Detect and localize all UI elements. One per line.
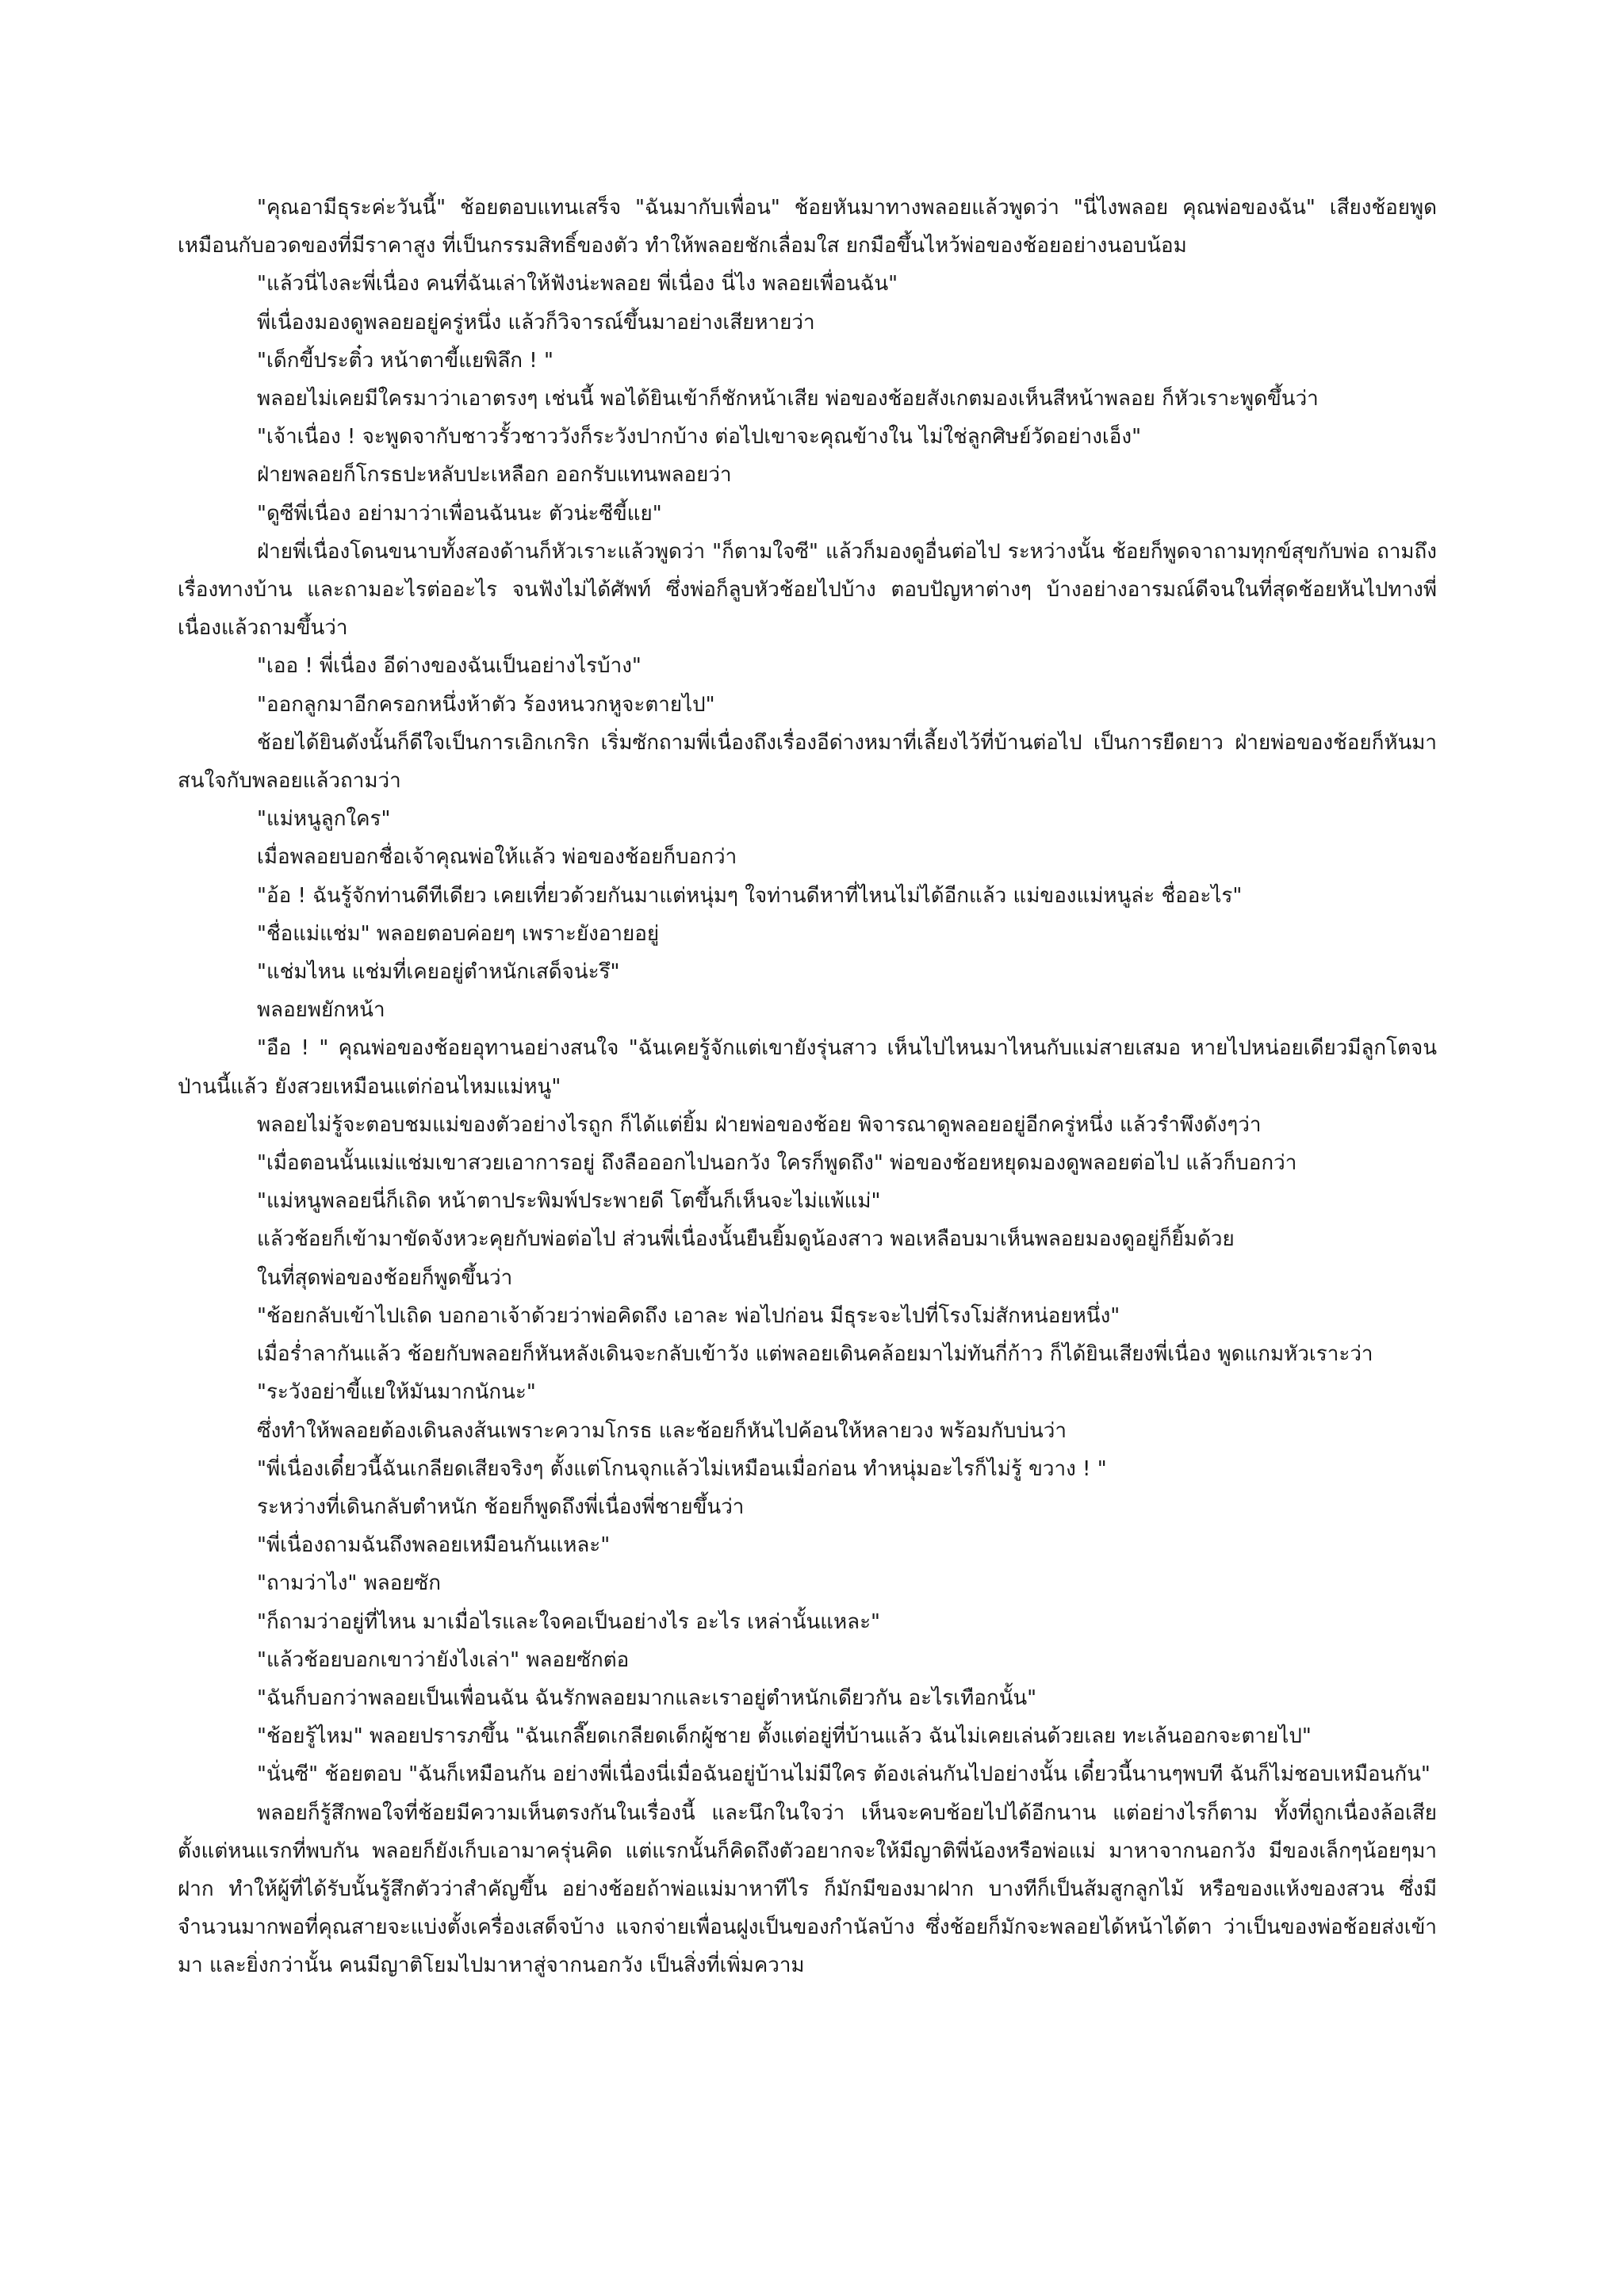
paragraph: พลอยพยักหน้า (257, 998, 385, 1023)
paragraph: พลอยก็รู้สึกพอใจที่ช้อยมีความเห็นตรงกันในเรื่องนี้ และนึกในใจว่า เห็นจะคบช้อยไปได้อีกนาน แต่อย่างไรก็ตาม ทั้งที่ถูกเนื่องล้อเสียตั้งแต่หนแรกที่พบกัน พลอยก็ยังเก็บเอามาครุ่นคิด แต่แรกนั้นก็คิดถึงตัวอยากจะให้มีญาติพี่น้องหรือพ่อแม่ มาหาจากนอกวัง มีของเล็กๆน้อยๆมาฝาก ทำให้ผู้ที่ได้รับนั้นรู้สึกตัวว่าสำคัญขึ้น อย่างช้อยถ้าพ่อแม่มาหาทีไร ก็มักมีของมาฝาก บางทีก็เป็นส้มสูกลูกไม้ หรือของแห้งของสวน ซึ่งมีจำนวนมากพอที่คุณสายจะแบ่งตั้งเครื่องเสด็จบ้าง แจกจ่ายเพื่อนฝูงเป็นของกำนัลบ้าง ซึ่งช้อยก็มักจะพลอยได้หน้าได้ตา ว่าเป็นของพ่อช้อยส่งเข้ามา และยิ่งกว่านั้น คนมีญาติโยมไปมาหาสู่จากนอกวัง เป็นสิ่งที่เพิ่มความ (178, 1800, 1437, 1978)
paragraph: "เจ้าเนื่อง ! จะพูดจากับชาวรั้วชาววังก็ระวังปากบ้าง ต่อไปเขาจะคุณข้างใน ไม่ใช่ลูกศิษย์วัดอย่างเอ็ง" (257, 425, 1142, 450)
paragraph: "แช่มไหน แช่มที่เคยอยู่ตำหนักเสด็จน่ะรึ" (257, 960, 620, 985)
paragraph: พลอยไม่รู้จะตอบชมแม่ของตัวอย่างไรถูก ก็ได้แต่ยิ้ม ฝ่ายพ่อของช้อย พิจารณาดูพลอยอยู่อีกครู่หนึ่ง แล้วรำพึงดังๆว่า (257, 1112, 1262, 1137)
paragraph: "เออ ! พี่เนื่อง อีด่างของฉันเป็นอย่างไรบ้าง" (257, 654, 642, 679)
paragraph: "เด็กขี้ประติ๋ว หน้าตาขี้แยพิลึก ! " (257, 348, 553, 373)
paragraph: "แม่หนูพลอยนี่ก็เถิด หน้าตาประพิมพ์ประพายดี โตขึ้นก็เห็นจะไม่แพ้แม่" (257, 1189, 881, 1214)
paragraph: ฝ่ายพี่เนื่องโดนขนาบทั้งสองด้านก็หัวเราะแล้วพูดว่า "ก็ตามใจซี" แล้วก็มองดูอื่นต่อไป ระหว่างนั้น ช้อยก็พูดจาถามทุกข์สุขกับพ่อ ถามถึงเรื่องทางบ้าน และถามอะไรต่ออะไร จนฟังไม่ได้ศัพท์ ซึ่งพ่อก็ลูบหัวช้อยไปบ้าง ตอบปัญหาต่างๆ บ้างอย่างอารมณ์ดีจนในที่สุดช้อยหันไปทางพี่เนื่องแล้วถามขึ้นว่า (178, 539, 1437, 641)
paragraph: "แม่หนูลูกใคร" (257, 807, 391, 832)
paragraph: ช้อยได้ยินดังนั้นก็ดีใจเป็นการเอิกเกริก เริ่มซักถามพี่เนื่องถึงเรื่องอีด่างหมาที่เลี้ยงไว้ที่บ้านต่อไป เป็นการยืดยาว ฝ่ายพ่อของช้อยก็หันมาสนใจกับพลอยแล้วถามว่า (178, 730, 1437, 794)
paragraph: ฝ่ายพลอยก็โกรธปะหลับปะเหลือก ออกรับแทนพลอยว่า (257, 463, 732, 488)
paragraph: เมื่อร่ำลากันแล้ว ช้อยกับพลอยก็หันหลังเดินจะกลับเข้าวัง แต่พลอยเดินคล้อยมาไม่ทันกี่ก้าว ก็ได้ยินเสียงพี่เนื่อง พูดแกมหัวเราะว่า (257, 1342, 1373, 1367)
paragraph: พลอยไม่เคยมีใครมาว่าเอาตรงๆ เช่นนี้ พอได้ยินเข้าก็ชักหน้าเสีย พ่อของช้อยสังเกตมองเห็นสีหน้าพลอย ก็หัวเราะพูดขึ้นว่า (257, 387, 1319, 411)
paragraph: "นั่นซี" ช้อยตอบ "ฉันก็เหมือนกัน อย่างพี่เนื่องนี่เมื่อฉันอยู่บ้านไม่มีใคร ต้องเล่นกันไปอย่างนั้น เดี๋ยวนี้นานๆพบที ฉันก็ไม่ชอบเหมือนกัน" (257, 1762, 1431, 1787)
paragraph: ในที่สุดพ่อของช้อยก็พูดขึ้นว่า (257, 1265, 513, 1290)
paragraph: "ก็ถามว่าอยู่ที่ไหน มาเมื่อไรและใจคอเป็นอย่างไร อะไร เหล่านั้นแหละ" (257, 1609, 880, 1634)
paragraph: "ถามว่าไง" พลอยซัก (257, 1571, 441, 1596)
paragraph: เมื่อพลอยบอกชื่อเจ้าคุณพ่อให้แล้ว พ่อของช้อยก็บอกว่า (257, 845, 737, 870)
paragraph: "แล้วช้อยบอกเขาว่ายังไงเล่า" พลอยซักต่อ (257, 1647, 630, 1672)
paragraph: "เมื่อตอนนั้นแม่แช่มเขาสวยเอาการอยู่ ถึงลือออกไปนอกวัง ใครก็พูดถึง" พ่อของช้อยหยุดมองดูพลอยต่อไป แล้วก็บอกว่า (257, 1151, 1297, 1176)
paragraph: "ระวังอย่าขี้แยให้มันมากนักนะ" (257, 1380, 536, 1405)
paragraph: "พี่เนื่องถามฉันถึงพลอยเหมือนกันแหละ" (257, 1533, 611, 1558)
paragraph: "อ้อ ! ฉันรู้จักท่านดีทีเดียว เคยเที่ยวด้วยกันมาแต่หนุ่มๆ ใจท่านดีหาที่ไหนไม่ได้อีกแล้ว แม่ของแม่หนูล่ะ ชื่ออะไร" (257, 883, 1243, 908)
paragraph: "ช้อยกลับเข้าไปเถิด บอกอาเจ้าด้วยว่าพ่อคิดถึง เอาละ พ่อไปก่อน มีธุระจะไปที่โรงโม่สักหน่อยหนึ่ง" (257, 1303, 1120, 1328)
paragraph: "ฉันก็บอกว่าพลอยเป็นเพื่อนฉัน ฉันรักพลอยมากและเราอยู่ตำหนักเดียวกัน อะไรเทือกนั้น" (257, 1686, 1037, 1710)
paragraph: "อือ ! " คุณพ่อของช้อยอุทานอย่างสนใจ "ฉันเคยรู้จักแต่เขายังรุ่นสาว เห็นไปไหนมาไหนกับแม่สายเสมอ หายไปหน่อยเดียวมีลูกโตจนป่านนี้แล้ว ยังสวยเหมือนแต่ก่อนไหมแม่หนู" (178, 1036, 1437, 1099)
paragraph: "คุณอามีธุระค่ะวันนี้" ช้อยตอบแทนเสร็จ "ฉันมากับเพื่อน" ช้อยหันมาทางพลอยแล้วพูดว่า "นี่ไงพลอย คุณพ่อของฉัน" เสียงช้อยพูดเหมือนกับอวดของที่มีราคาสูง ที่เป็นกรรมสิทธิ์ของตัว ทำให้พลอยชักเลื่อมใส ยกมือขึ้นไหว้พ่อของช้อยอย่างนอบน้อม (178, 196, 1437, 258)
paragraph: ซึ่งทำให้พลอยต้องเดินลงส้นเพราะความโกรธ และช้อยก็หันไปค้อนให้หลายวง พร้อมกับบ่นว่า (257, 1418, 1067, 1443)
paragraph: "ดูซีพี่เนื่อง อย่ามาว่าเพื่อนฉันนะ ตัวน่ะซีขี้แย" (257, 501, 662, 526)
paragraph: "พี่เนื่องเดี๋ยวนี้ฉันเกลียดเสียจริงๆ ตั้งแต่โกนจุกแล้วไม่เหมือนเมื่อก่อน ทำหนุ่มอะไรก็ไม่รู้ ขวาง ! " (257, 1456, 1107, 1481)
paragraph: "ช้อยรู้ไหม" พลอยปรารภขึ้น "ฉันเกลี๊ยดเกลียดเด็กผู้ชาย ตั้งแต่อยู่ที่บ้านแล้ว ฉันไม่เคยเล่นด้วยเลย ทะเล้นออกจะตายไป" (257, 1724, 1312, 1749)
paragraph: "ชื่อแม่แช่ม" พลอยตอบค่อยๆ เพราะยังอายอยู่ (257, 921, 660, 946)
paragraph: แล้วช้อยก็เข้ามาขัดจังหวะคุยกับพ่อต่อไป ส่วนพี่เนื่องนั้นยืนยิ้มดูน้องสาว พอเหลือบมาเห็นพลอยมองดูอยู่ก็ยิ้มด้วย (257, 1227, 1235, 1252)
paragraph: ระหว่างที่เดินกลับตำหนัก ช้อยก็พูดถึงพี่เนื่องพี่ชายขึ้นว่า (257, 1494, 745, 1519)
paragraph: "ออกลูกมาอีกครอกหนึ่งห้าตัว ร้องหนวกหูจะตายไป" (257, 692, 715, 717)
paragraph: พี่เนื่องมองดูพลอยอยู่ครู่หนึ่ง แล้วก็วิจารณ์ขึ้นมาอย่างเสียหายว่า (257, 310, 815, 335)
paragraph: "แล้วนี่ไงละพี่เนื่อง คนที่ฉันเล่าให้ฟังน่ะพลอย พี่เนื่อง นี่ไง พลอยเพื่อนฉัน" (257, 272, 898, 297)
